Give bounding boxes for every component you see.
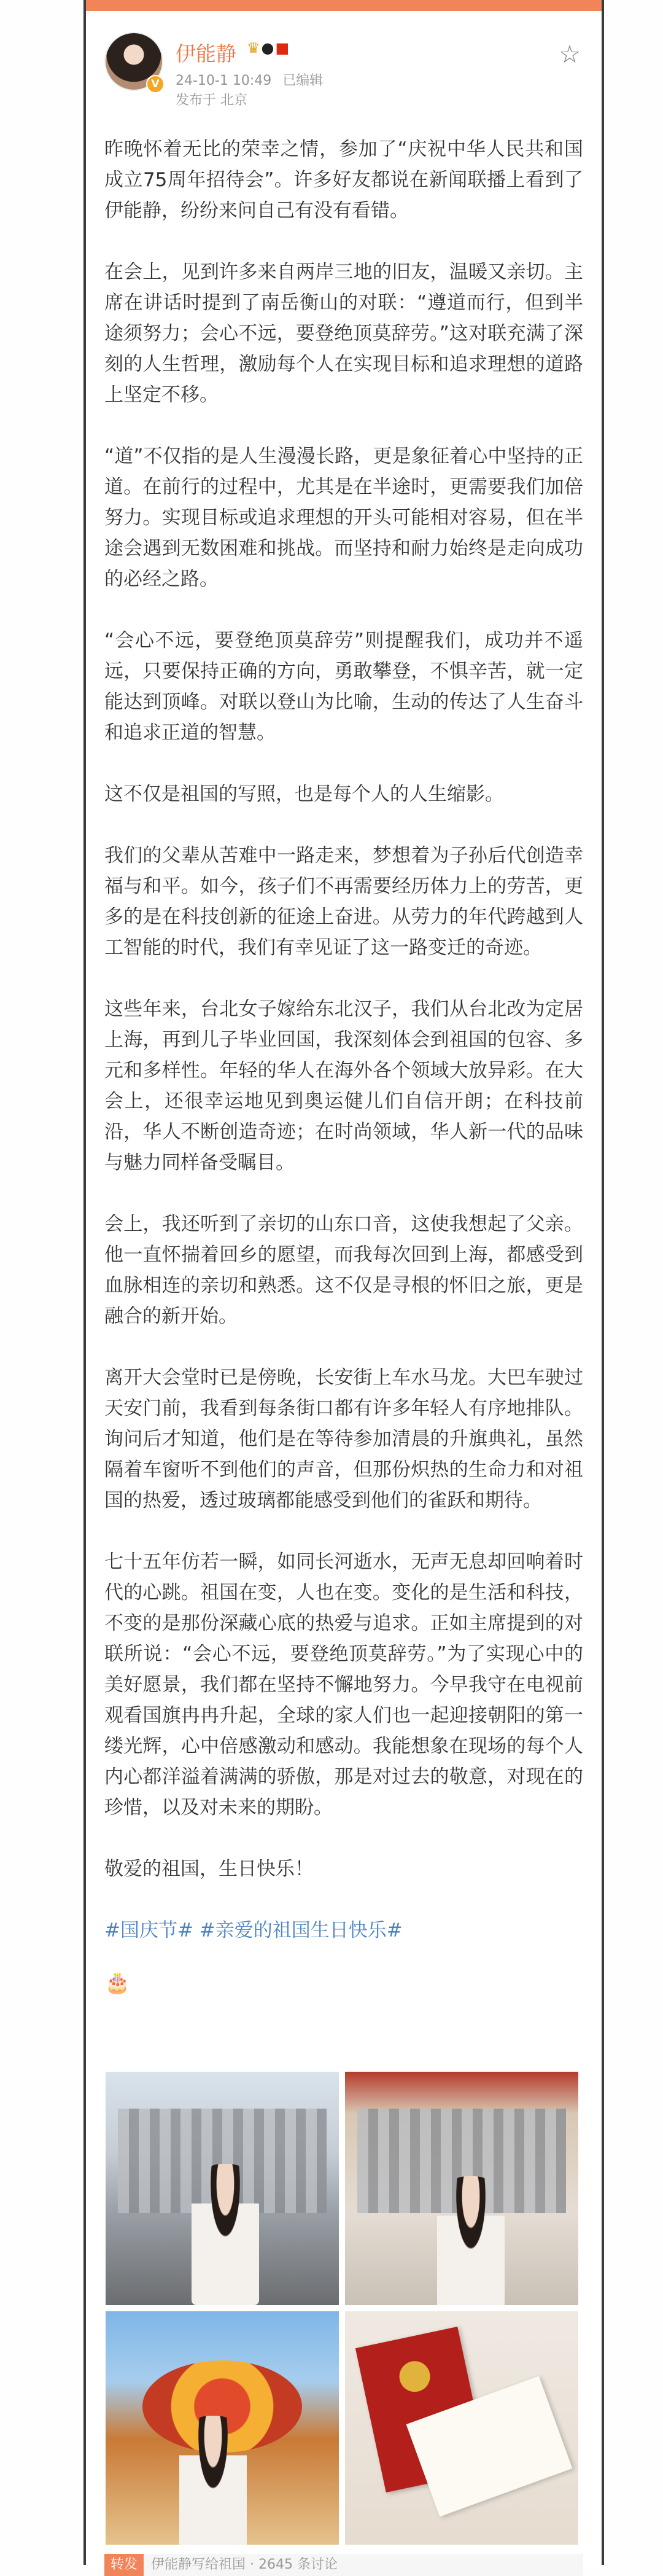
paragraph: 昨晚怀着无比的荣幸之情，参加了“庆祝中华人民共和国成立75周年招待会”。许多好友都说在新闻联播上看到了伊能静，纷纷来问自己有没有看错。 [104,138,583,222]
verified-badge-icon: V [146,75,165,93]
crown-icon: ♛ [247,39,262,57]
paragraph: 七十五年仿若一瞬，如同长河逝水，无声无息却回响着时代的心跳。祖国在变，人也在变。变化的是生活和科技，不变的是那份深藏心底的热爱与追求。正如主席提到的对联所说：“会心不远，要登绝顶莫辞劳。”为了实现心中的美好愿景，我们都在坚持不懈地努力。今早我守在电视前观看国旗冉冉升起，全球的家人们也一起迎接朝阳的第一缕光辉，心中倍感激动和感动。我能想象在现场的每个人内心都洋溢着满满的骄傲，那是对过去的敬意，对现在的珍惜，以及对未来的期盼。 [104,1551,583,1819]
user-badges [247,39,290,57]
photo-great-hall-invitation[interactable] [345,2072,578,2305]
post-body [104,134,583,2013]
photo-invitation-card[interactable] [345,2311,578,2545]
paragraph: “会心不远，要登绝顶莫辞劳”则提醒我们，成功并不遥远，只要保持正确的方向，勇敢攀登，不惧辛苦，就一定能达到顶峰。对联以登山为比喻，生动的传达了人生奋斗和追求正道的智慧。 [104,630,583,744]
photo-great-hall-portrait[interactable] [106,2072,339,2305]
repost-bar[interactable] [104,2554,583,2576]
weibo-post-card [86,11,602,2572]
paragraph: 敬爱的祖国，生日快乐！ [104,1858,314,1880]
cake-emoji-icon: 🎂 [104,1970,131,1995]
person-figure [192,2164,259,2305]
person-figure [437,2176,505,2305]
post-location: 发布于 北京 [176,93,247,108]
top-accent-bar [86,0,602,11]
panda-icon: ● [261,39,276,57]
paragraph: 我们的父辈从苦难中一路走来，梦想着为子孙后代创造幸福与和平。如今，孩子们不再需要经历体力上的劳苦，更多的是在科技创新的征途上奋进。从劳力的年代跨越到人工智能的时代，我们有幸见证了这一路变迁的奇迹。 [104,845,583,959]
photo-grid [106,2072,578,2545]
china-flag-icon: ■ [275,39,291,57]
post-meta [176,70,323,89]
hashtag-links[interactable]: #国庆节# #亲爱的祖国生日快乐# [104,1919,403,1942]
post-timestamp: 24-10-1 10:49 [176,73,272,88]
paragraph: 会上，我还听到了亲切的山东口音，这使我想起了父亲。他一直怀揣着回乡的愿望，而我每次回到上海，都感受到血脉相连的亲切和熟悉。这不仅是寻根的怀旧之旅，更是融合的新开始。 [104,1213,583,1327]
edited-label[interactable]: 已编辑 [282,73,324,88]
paragraph: 在会上，见到许多来自两岸三地的旧友，温暖又亲切。主席在讲话时提到了南岳衡山的对联：“遵道而行，但到半途须努力；会心不远，要登绝顶莫辞劳。”这对联充满了深刻的人生哲理，激励每个人在实现目标和追求理想的道路上坚定不移。 [104,261,583,406]
repost-tag: 转发 [104,2554,144,2576]
paragraph: “道”不仅指的是人生漫漫长路，更是象征着心中坚持的正道。在前行的过程中，尤其是在半途时，更需要我们加倍努力。实现目标或追求理想的开头可能相对容易，但在半途会遇到无数困难和挑战。而坚持和耐力始终是走向成功的必经之路。 [104,445,583,590]
paragraph: 这不仅是祖国的写照，也是每个人的人生缩影。 [104,783,504,805]
paragraph: 这些年来，台北女子嫁给东北汉子，我们从台北改为定居上海，再到儿子毕业回国，我深刻体会到祖国的包容、多元和多样性。年轻的华人在海外各个领域大放异彩。在大会上，还很幸运地见到奥运健儿们自信开朗；在科技前沿，华人不断创造奇迹；在时尚领域，华人新一代的品味与魅力同样备受瞩目。 [104,998,583,1174]
national-emblem-icon [397,2359,433,2395]
person-figure [179,2416,247,2545]
right-border-line [602,0,604,2565]
paragraph: 离开大会堂时已是傍晚，长安街上车水马龙。大巴车驶过天安门前，我看到每条街口都有许多年轻人有序地排队。询问后才知道，他们是在等待参加清晨的升旗典礼，虽然隔着车窗听不到他们的声音，但那份炽热的生命力和对祖国的热爱，透过玻璃都能感受到他们的雀跃和期待。 [104,1367,583,1512]
favorite-star-icon[interactable]: ☆ [559,41,581,69]
username[interactable]: 伊能静 [176,42,236,66]
repost-text: 伊能静写给祖国 · 2645 条讨论 [151,2557,338,2572]
photo-flower-basket[interactable] [106,2311,339,2545]
